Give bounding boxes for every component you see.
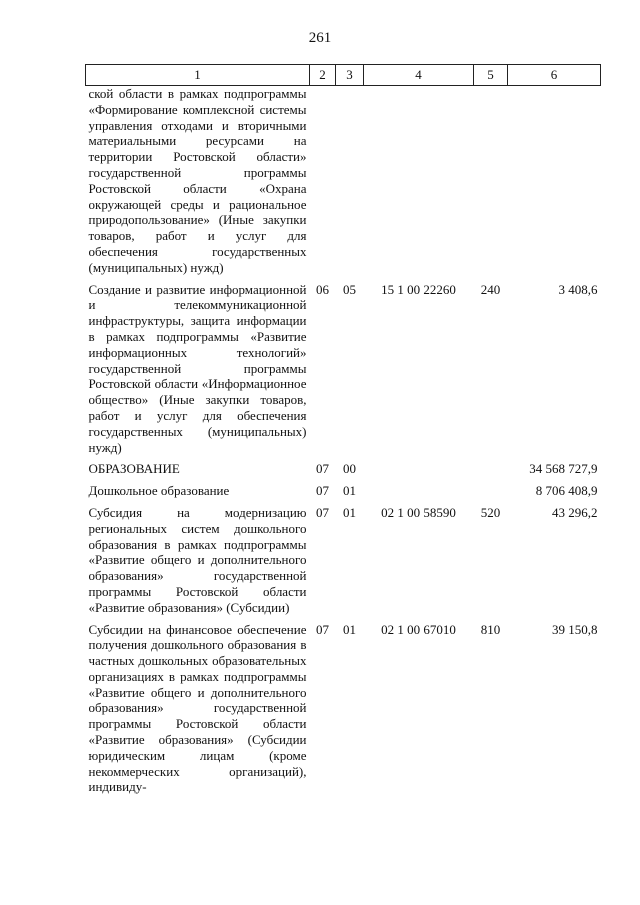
row-expense-type: 810 xyxy=(480,621,501,637)
row-subsection: 00 xyxy=(343,461,356,477)
row-name: Создание и развитие информационной и телекоммуникационной инфраструктуры, защита информации в рамках подпрограммы «Развитие информационных технологий» государственной программы Ростовской области «Информационное общество» (Иные закупки товаров, работ и услуг для обеспечения государственных (муниципальных) нужд) xyxy=(88,281,307,455)
row-section: 07 xyxy=(316,461,329,477)
row-amount: 39 150,8 xyxy=(552,621,598,637)
page-number: 261 xyxy=(308,30,332,46)
row-subsection: 05 xyxy=(343,281,356,297)
row-section: 07 xyxy=(316,483,329,499)
row-amount: 8 706 408,9 xyxy=(535,483,598,499)
row-expense-type: 520 xyxy=(480,504,501,520)
row-amount xyxy=(508,86,601,276)
row-expense-type xyxy=(474,477,508,499)
row-expense-type xyxy=(474,86,508,276)
row-name: ской области в рамках подпрограммы «Формирование комплексной системы управления отходами и вторичными материальными ресурсами на территории Ростовской области» государственной программы Ростовской области «Охрана окружающей среды и рациональное природопользование» (Иные закупки товаров, работ и услуг для обеспечения государственных (муниципальных) нужд) xyxy=(88,86,307,275)
table-row xyxy=(86,86,601,276)
header-col-3: 3 xyxy=(336,65,364,86)
row-subsection: 01 xyxy=(343,504,356,520)
row-expense-type: 240 xyxy=(480,281,501,297)
row-target-article: 02 1 00 67010 xyxy=(381,621,456,637)
row-name: Дошкольное образование xyxy=(88,483,230,499)
row-target-article: 15 1 00 22260 xyxy=(381,281,456,297)
budget-table xyxy=(85,64,601,795)
row-name: ОБРАЗОВАНИЕ xyxy=(88,461,180,477)
row-subsection xyxy=(336,86,364,276)
header-col-6: 6 xyxy=(508,65,601,86)
row-section: 06 xyxy=(316,281,329,297)
row-section: 07 xyxy=(316,621,329,637)
row-section xyxy=(310,86,336,276)
table-row xyxy=(86,616,601,796)
row-name: Субсидии на финансовое обеспечение получения дошкольного образования в частных дошкольных образовательных организациях в рамках подпрограммы «Развитие общего и дополнительного образования» государственной программы Ростовской области «Развитие образования» (Субсидии юридическим лицам (кроме некоммерческих организаций), индивиду- xyxy=(88,621,307,795)
row-subsection: 01 xyxy=(343,621,356,637)
table-header-row xyxy=(86,65,601,86)
row-target-article: 02 1 00 58590 xyxy=(381,504,456,520)
row-amount: 43 296,2 xyxy=(552,504,598,520)
table-row xyxy=(86,477,601,499)
row-name: Субсидия на модернизацию региональных систем дошкольного образования в рамках подпрограммы «Развитие общего и дополнительного образования» государственной программы Ростовской области «Развитие образования» (Субсидии) xyxy=(88,504,307,615)
table-row xyxy=(86,455,601,477)
header-col-2: 2 xyxy=(310,65,336,86)
row-amount: 3 408,6 xyxy=(558,281,598,297)
row-target-article xyxy=(364,455,474,477)
table-row xyxy=(86,276,601,456)
header-col-5: 5 xyxy=(474,65,508,86)
row-section: 07 xyxy=(316,504,329,520)
table-row xyxy=(86,499,601,616)
row-target-article xyxy=(364,86,474,276)
row-subsection: 01 xyxy=(343,483,356,499)
header-col-1: 1 xyxy=(86,65,310,86)
row-amount: 34 568 727,9 xyxy=(529,461,598,477)
row-expense-type xyxy=(474,455,508,477)
row-target-article xyxy=(364,477,474,499)
header-col-4: 4 xyxy=(364,65,474,86)
